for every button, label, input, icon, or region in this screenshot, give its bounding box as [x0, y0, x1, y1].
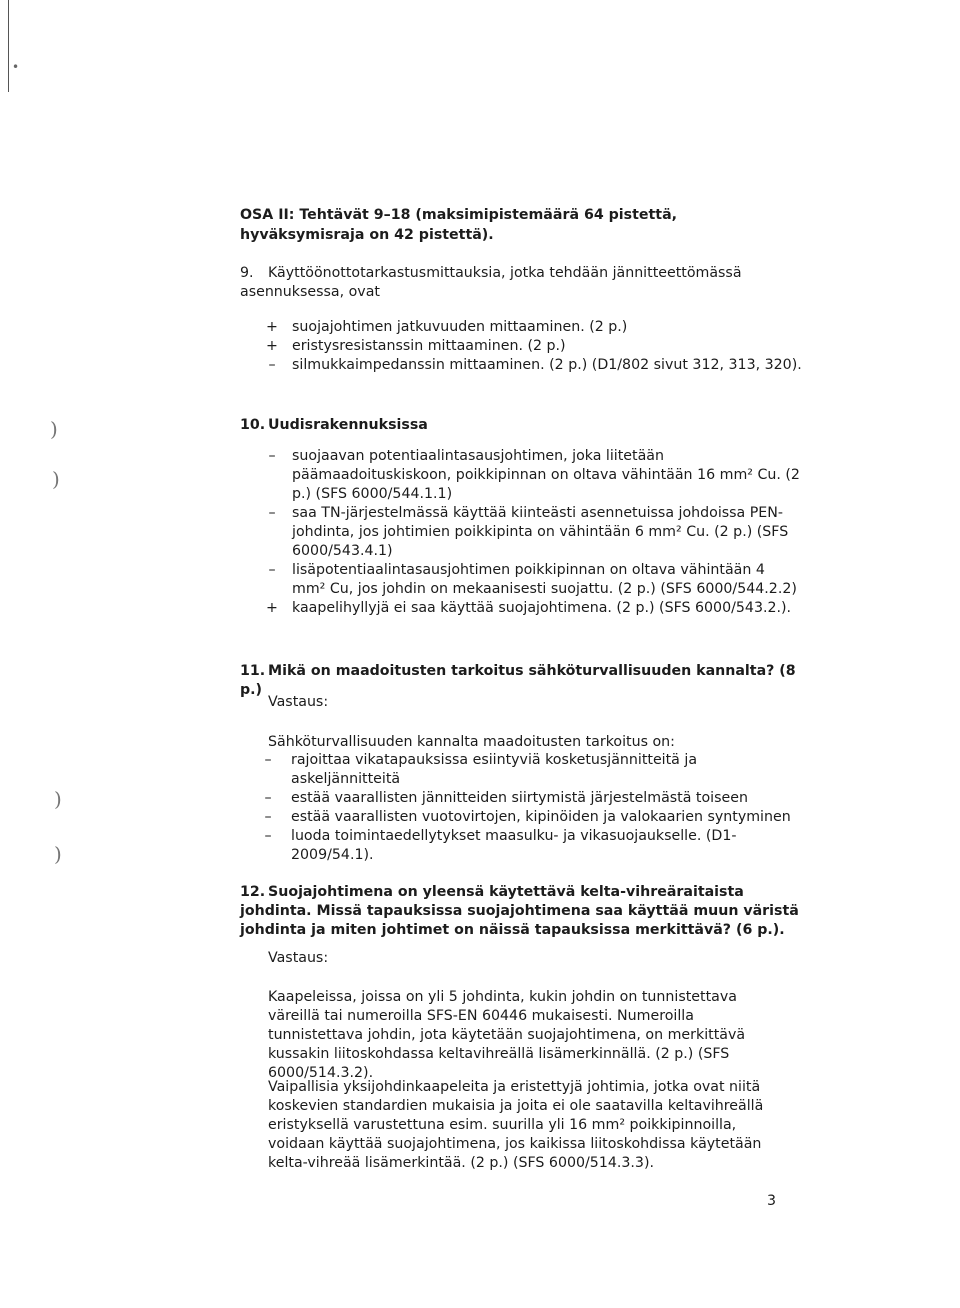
list-item — [258, 751, 798, 789]
list-item — [258, 808, 798, 827]
page-number: 3 — [767, 1193, 777, 1209]
list-item-text: kaapelihyllyjä ei saa käyttää suojajohtimena. (2 p.) (SFS 6000/543.2.). — [292, 600, 792, 616]
question-text: Mikä on maadoitusten tarkoitus sähköturvallisuuden kannalta? (8 p.) — [240, 663, 796, 698]
question-12 — [240, 883, 800, 940]
list-item-text: lisäpotentiaalintasausjohtimen poikkipinnan on oltava vähintään 4 mm² Cu, jos johdin on mekaanisesti suojattu. (2 p.) (SFS 6000/544.2.2) — [292, 562, 797, 597]
scan-bracket-mark: ) — [50, 417, 58, 441]
answer-paragraph: Kaapeleissa, joissa on yli 5 johdinta, kukin johdin on tunnistettava väreillä tai numeroilla SFS-EN 60446 mukaisesti. Numeroilla tunnistettava johdin, jota käytetään suojajohtimena, on merkittävä kussakin liitoskohdassa keltavihreällä lisämerkinnällä. (2 p.) (SFS 6000/514.3.2). — [268, 989, 746, 1081]
list-item — [262, 318, 802, 337]
question-number: 12. — [240, 884, 266, 900]
question-text: Suojajohtimena on yleensä käytettävä kelta-vihreäraitaista johdinta. Missä tapauksissa suojajohtimena saa käyttää muun väristä johdinta ja miten johtimet on näissä tapauksissa merkittävä? (6 p.). — [240, 884, 799, 938]
list-item-text: rajoittaa vikatapauksissa esiintyviä kosketusjännitteitä ja askeljännitteitä — [291, 752, 698, 787]
list-item-text: suojaavan potentiaalintasausjohtimen, joka liitetään päämaadoituskiskoon, poikkipinnan on oltava vähintään 16 mm² Cu. (2 p.) (SFS 6000/544.1.1) — [292, 448, 800, 502]
answer-label: Vastaus: — [268, 694, 329, 710]
question-9 — [240, 264, 800, 302]
scan-bracket-mark: ) — [54, 842, 62, 866]
scan-bracket-mark: ) — [54, 787, 62, 811]
scan-speck: • — [12, 60, 20, 74]
list-mark: – — [264, 790, 272, 806]
list-item — [262, 337, 802, 356]
list-mark: – — [264, 809, 272, 825]
answer-label: Vastaus: — [268, 950, 329, 966]
list-item-text: saa TN-järjestelmässä käyttää kiinteästi asennetuissa johdoissa PEN-johdinta, jos johtimien poikkipinta on vähintään 6 mm² Cu. (2 p.) (SFS 6000/543.4.1) — [292, 505, 789, 559]
list-item-text: suojajohtimen jatkuvuuden mittaaminen. (2 p.) — [292, 319, 628, 335]
list-item-text: eristysresistanssin mittaaminen. (2 p.) — [292, 338, 566, 354]
answer-paragraph: Vaipallisia yksijohdinkaapeleita ja eristettyjä johtimia, jotka ovat niitä koskevien standardien mukaisia ja joita ei ole saatavilla keltavihreällä eristyksellä varustettuna esim. suurilla yli 16 mm² poikkipinnoilla, voidaan käyttää suojajohtimena, jos kaikissa liitoskohdissa käytetään kelta-vihreää lisämerkintää. (2 p.) (SFS 6000/514.3.3). — [268, 1079, 764, 1171]
list-item — [262, 447, 802, 504]
list-mark: – — [268, 505, 276, 521]
question-10-list — [262, 447, 802, 618]
list-item — [258, 827, 798, 865]
list-item — [262, 356, 802, 375]
question-11-list — [258, 751, 798, 865]
list-mark: – — [268, 562, 276, 578]
question-9-list — [262, 318, 802, 375]
answer-intro: Sähköturvallisuuden kannalta maadoitusten tarkoitus on: — [268, 734, 675, 750]
list-item — [262, 599, 802, 618]
list-mark: + — [266, 338, 278, 354]
list-mark: – — [268, 357, 276, 373]
question-text: Uudisrakennuksissa — [268, 417, 428, 433]
list-mark: – — [264, 828, 272, 844]
scan-margin-line — [8, 0, 9, 92]
section-title: OSA II: Tehtävät 9–18 (maksimipistemäärä 64 pistettä, hyväksymisraja on 42 pistettä). — [240, 207, 678, 243]
list-mark: – — [264, 752, 272, 768]
list-mark: – — [268, 448, 276, 464]
question-number: 10. — [240, 417, 266, 433]
question-number: 11. — [240, 663, 266, 679]
list-item-text: silmukkaimpedanssin mittaaminen. (2 p.) (D1/802 sivut 312, 313, 320). — [292, 357, 802, 373]
list-mark: + — [266, 600, 278, 616]
list-item — [262, 504, 802, 561]
list-item — [258, 789, 798, 808]
list-mark: + — [266, 319, 278, 335]
list-item-text: luoda toimintaedellytykset maasulku- ja vikasuojaukselle. (D1-2009/54.1). — [291, 828, 737, 863]
list-item — [262, 561, 802, 599]
question-number: 9. — [240, 265, 254, 281]
question-10 — [240, 416, 800, 435]
list-item-text: estää vaarallisten jännitteiden siirtymistä järjestelmästä toiseen — [291, 790, 748, 806]
list-item-text: estää vaarallisten vuotovirtojen, kipinöiden ja valokaarien syntyminen — [291, 809, 791, 825]
scan-bracket-mark: ) — [52, 467, 60, 491]
question-text: Käyttöönottotarkastusmittauksia, jotka tehdään jännitteettömässä asennuksessa, ovat — [240, 265, 742, 300]
